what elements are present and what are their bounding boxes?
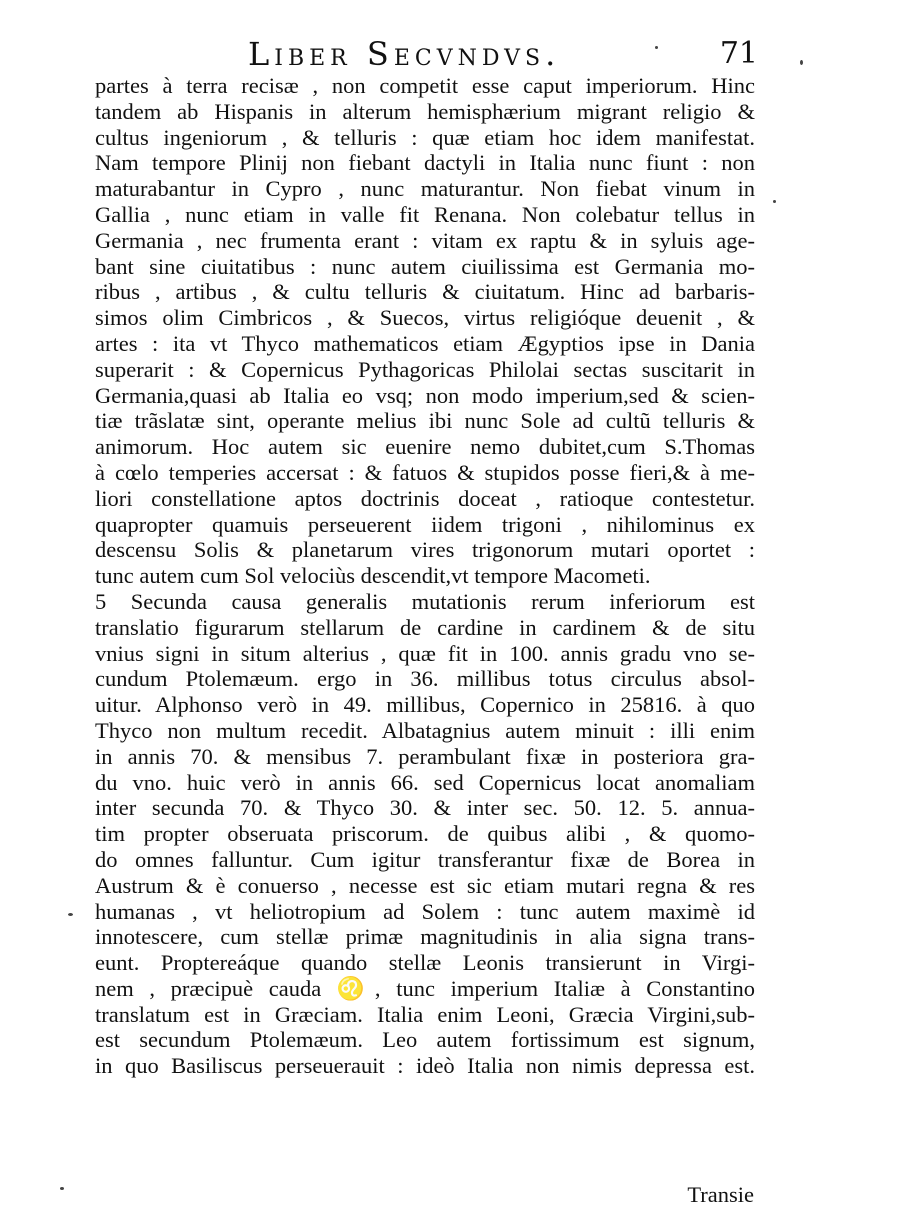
catchword: Transie: [687, 1182, 754, 1207]
ink-speck: [60, 1187, 64, 1190]
running-head: [248, 34, 758, 74]
text-line: ribus , artibus , & cultu telluris & ciuitatum. Hinc ad barbaris-: [95, 279, 755, 305]
ink-speck: [68, 913, 73, 916]
body-text: [95, 73, 755, 1079]
text-line: Austrum & è conuerso , necesse est sic etiam mutari regna & res: [95, 872, 755, 898]
text-line: simos olim Cimbricos , & Suecos, virtus religióque deuenit , &: [95, 305, 755, 331]
text-line: cultus ingeniorum , & telluris : quæ etiam hoc idem manifestat.: [95, 124, 755, 150]
text-line: innotescere, cum stellæ primæ magnitudinis in alia signa trans-: [95, 924, 755, 950]
text-line: Germania,quasi ab Italia eo vsq; non modo imperium,sed & scien-: [95, 382, 755, 408]
page-number: 71: [719, 36, 758, 71]
text-line: humanas , vt heliotropium ad Solem : tunc autem maximè id: [95, 898, 755, 924]
text-line: translatum est in Græciam. Italia enim Leoni, Græcia Virgini,sub-: [95, 1001, 755, 1027]
text-line: in annis 70. & mensibus 7. perambulant fixæ in posteriora gra-: [95, 743, 755, 769]
text-line: à cœlo temperies accersat : & fatuos & stupidos posse fieri,& à me-: [95, 459, 755, 485]
text-line: vnius signi in situm alterius , quæ fit in 100. annis gradu vno se-: [95, 640, 755, 666]
text-line: partes à terra recisæ , non competit esse caput imperiorum. Hinc: [95, 73, 755, 98]
text-line: quapropter quamuis perseuerent iidem trigoni , nihilominus ex: [95, 511, 755, 537]
ink-speck: [800, 60, 803, 65]
text-line: artes : ita vt Thyco mathematicos etiam Ægyptios ipse in Dania: [95, 330, 755, 356]
text-line: liori constellatione aptos doctrinis doceat , ratioque contestetur.: [95, 485, 755, 511]
text-line: superarit : & Copernicus Pythagoricas Philolai sectas suscitarit in: [95, 356, 755, 382]
text-line: tim propter obseruata priscorum. de quibus alibi , & quomo-: [95, 821, 755, 847]
text-line: tunc autem cum Sol velociùs descendit,vt tempore Macometi.: [95, 563, 651, 589]
text-line: Thyco non multum recedit. Albatagnius autem minuit : illi enim: [95, 717, 755, 743]
text-line: eunt. Proptereáque quando stellæ Leonis transierunt in Virgi-: [95, 950, 755, 976]
text-line: bant sine ciuitatibus : nunc autem ciuilissima est Germania mo-: [95, 253, 755, 279]
text-line: du vno. huic verò in annis 66. sed Copernicus locat anomaliam: [95, 769, 755, 795]
text-line: nem , præcipuè cauda ♌, tunc imperium Italiæ à Constantino: [95, 975, 755, 1001]
text-line: do omnes falluntur. Cum igitur transferantur fixæ de Borea in: [95, 846, 755, 872]
text-line: descensu Solis & planetarum vires trigonorum mutari oportet :: [95, 537, 755, 563]
text-line: animorum. Hoc autem sic euenire nemo dubitet,cum S.Thomas: [95, 434, 755, 460]
text-line: Nam tempore Plinij non fiebant dactyli in Italia nunc fiunt : non: [95, 150, 755, 176]
ink-speck: [773, 200, 776, 203]
ink-speck: [655, 46, 658, 49]
text-line: Germania , nec frumenta erant : vitam ex raptu & in syluis age-: [95, 227, 755, 253]
text-line: translatio figurarum stellarum de cardine in cardinem & de situ: [95, 614, 755, 640]
text-line: Gallia , nunc etiam in valle fit Renana. Non colebatur tellus in: [95, 201, 755, 227]
text-line: maturabantur in Cypro , nunc maturantur. Non fiebat vinum in: [95, 176, 755, 202]
text-line: tandem ab Hispanis in alterum hemisphærium migrant religio &: [95, 98, 755, 124]
text-line: tiæ trãslatæ sint, operante melius ibi nunc Sole ad cultũ telluris &: [95, 408, 755, 434]
text-line: cundum Ptolemæum. ergo in 36. millibus totus circulus absol-: [95, 666, 755, 692]
running-title: Liber Secvndvs.: [248, 35, 561, 73]
text-line: uitur. Alphonso verò in 49. millibus, Copernico in 25816. à quo: [95, 692, 755, 718]
text-line: 5 Secunda causa generalis mutationis rerum inferiorum est: [95, 588, 755, 614]
text-line: in quo Basiliscus perseuerauit : ideò Italia non nimis depressa est.: [95, 1053, 755, 1079]
text-line: inter secunda 70. & Thyco 30. & inter sec. 50. 12. 5. annua-: [95, 795, 755, 821]
text-line: est secundum Ptolemæum. Leo autem fortissimum est signum,: [95, 1027, 755, 1053]
